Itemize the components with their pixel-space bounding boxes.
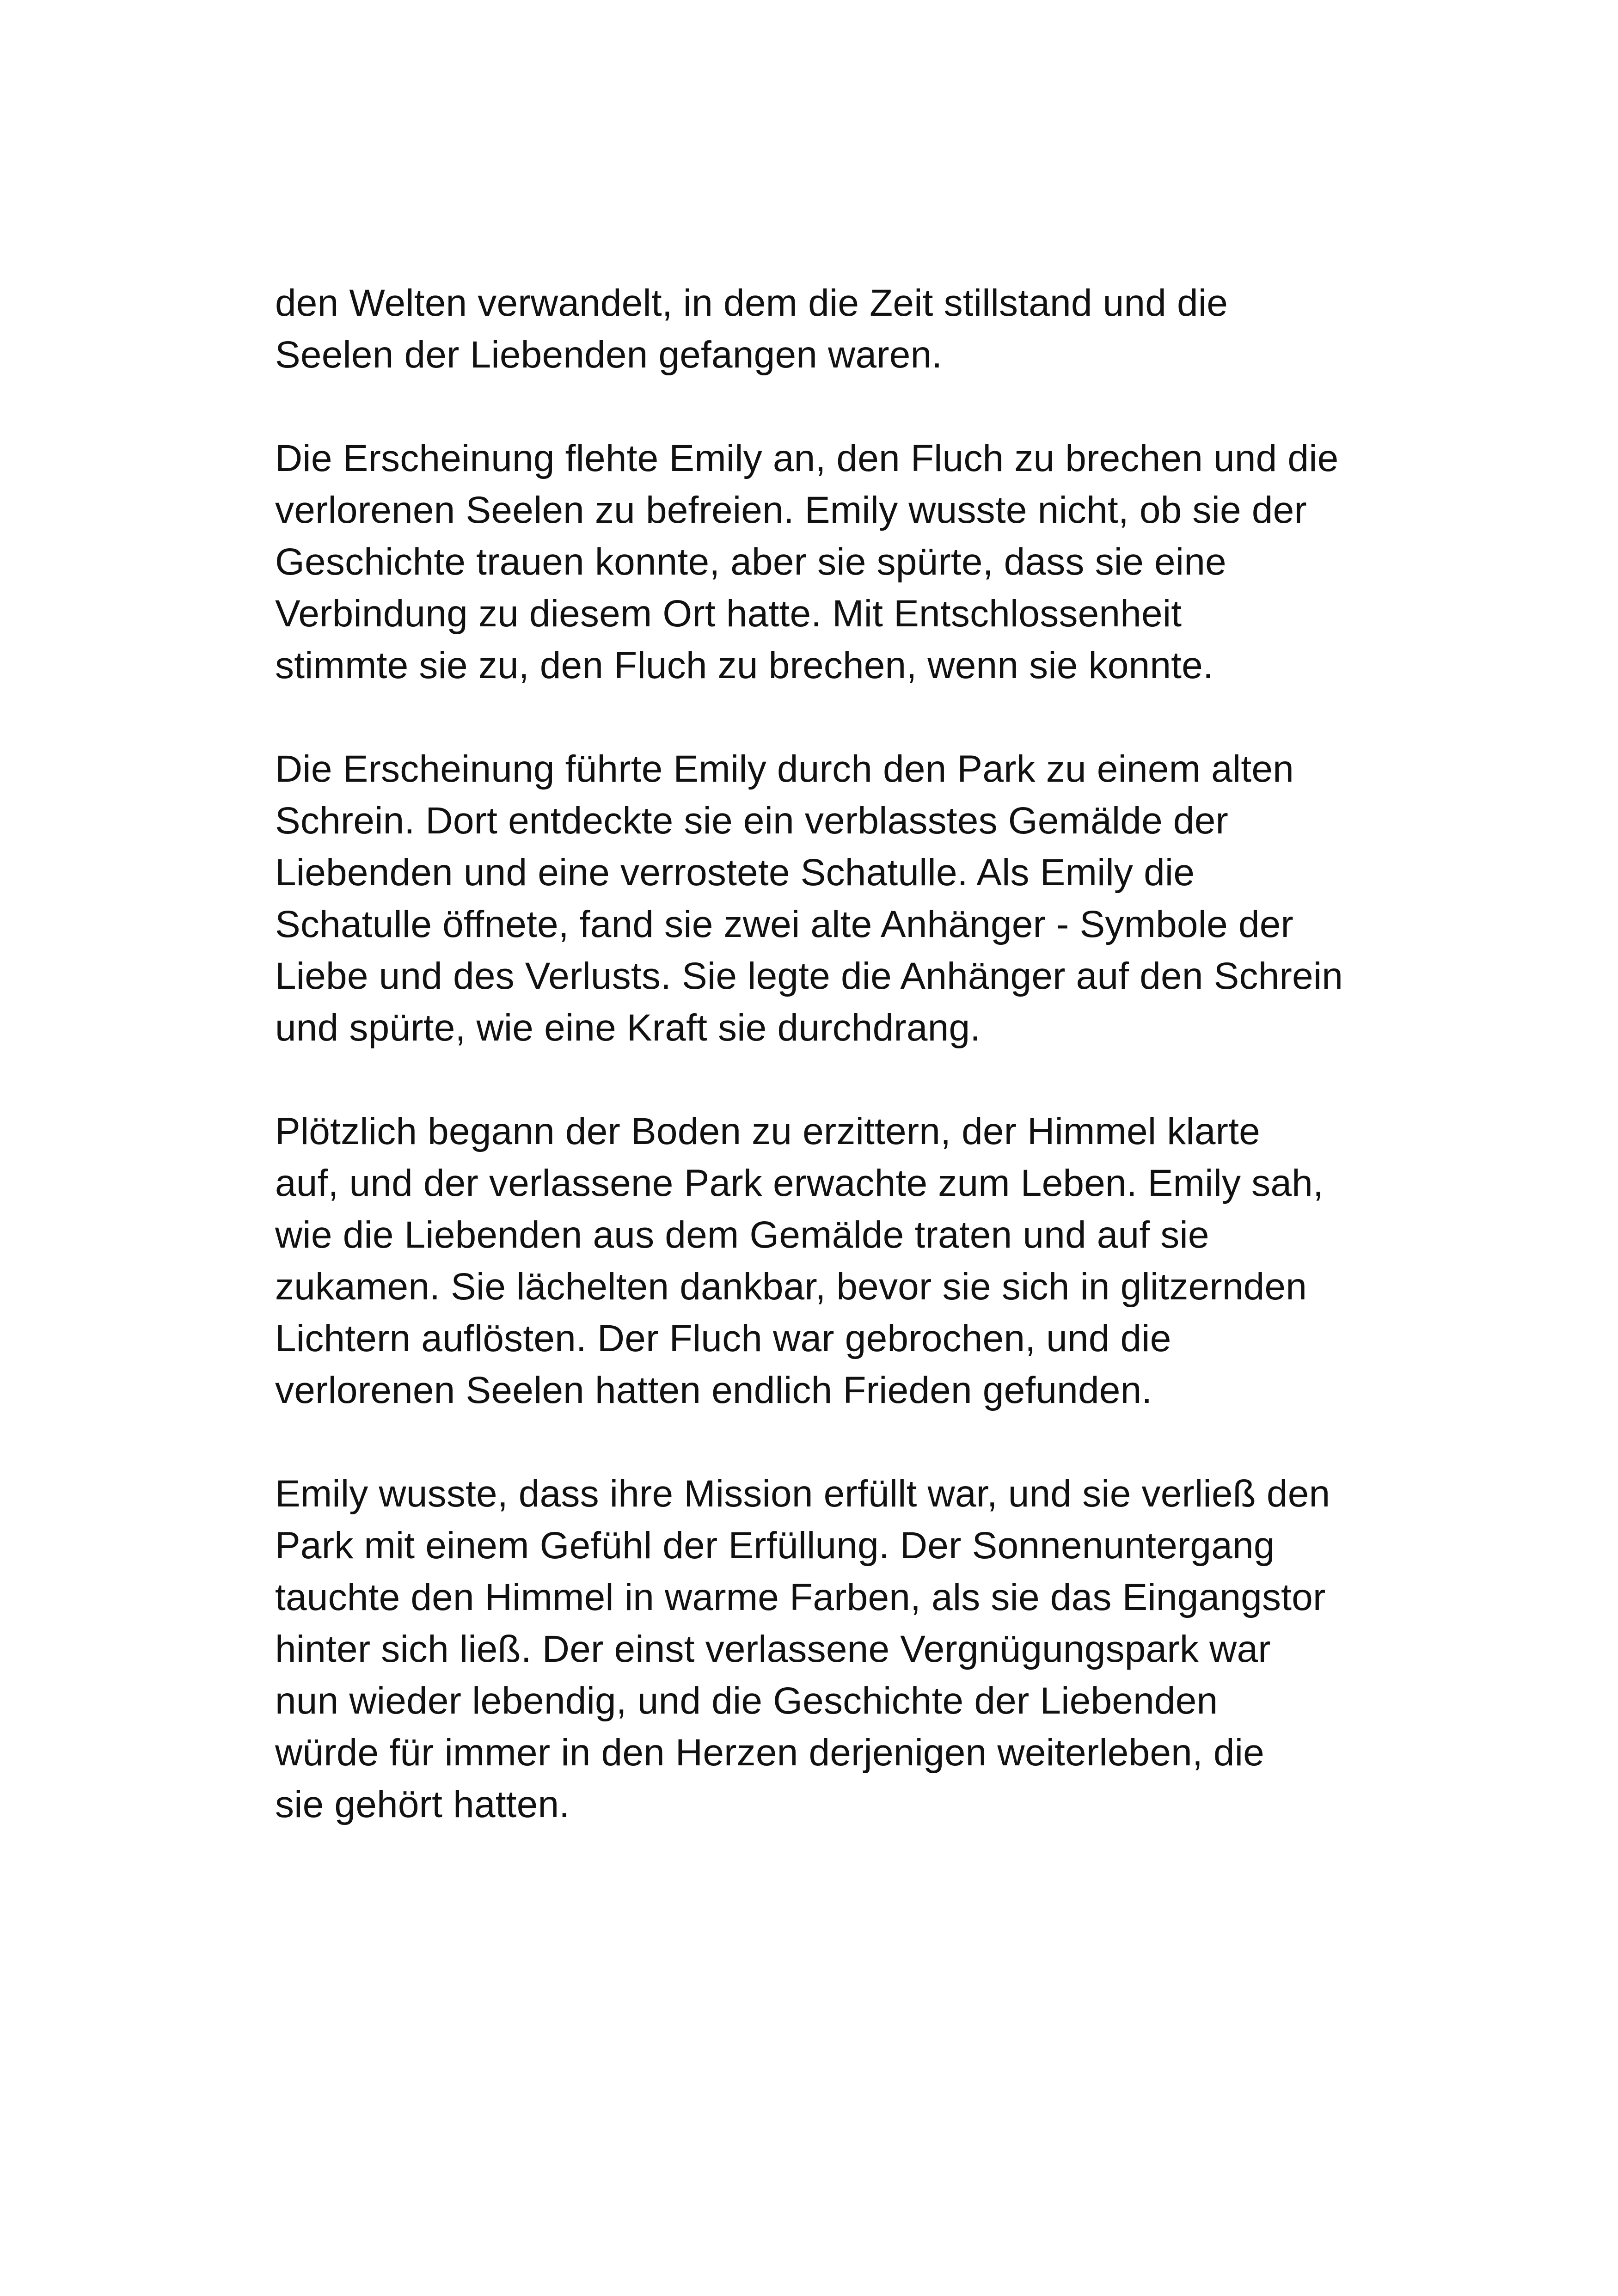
text-line: und spürte, wie eine Kraft sie durchdrang.	[275, 1007, 981, 1049]
paragraph	[275, 1468, 1385, 1831]
text-line: auf, und der verlassene Park erwachte zum Leben. Emily sah,	[275, 1162, 1324, 1204]
text-line: hinter sich ließ. Der einst verlassene Vergnügungspark war	[275, 1628, 1271, 1670]
text-line: wie die Liebenden aus dem Gemälde traten und auf sie	[275, 1214, 1209, 1256]
text-line: verlorenen Seelen zu befreien. Emily wusste nicht, ob sie der	[275, 489, 1307, 531]
text-line: Park mit einem Gefühl der Erfüllung. Der Sonnenuntergang	[275, 1525, 1275, 1567]
text-line: Plötzlich begann der Boden zu erzittern, der Himmel klarte	[275, 1110, 1260, 1152]
text-line: Liebenden und eine verrostete Schatulle. Als Emily die	[275, 851, 1195, 894]
text-line: Die Erscheinung führte Emily durch den Park zu einem alten	[275, 748, 1294, 790]
text-line: Seelen der Liebenden gefangen waren.	[275, 334, 943, 376]
text-line: den Welten verwandelt, in dem die Zeit stillstand und die	[275, 282, 1228, 324]
paragraph	[275, 1106, 1385, 1416]
text-line: Die Erscheinung flehte Emily an, den Fluch zu brechen und die	[275, 437, 1339, 479]
text-line: Lichtern auflösten. Der Fluch war gebrochen, und die	[275, 1317, 1171, 1359]
text-line: Emily wusste, dass ihre Mission erfüllt war, und sie verließ den	[275, 1473, 1330, 1515]
text-line: würde für immer in den Herzen derjenigen weiterleben, die	[275, 1732, 1264, 1774]
text-line: stimmte sie zu, den Fluch zu brechen, wenn sie konnte.	[275, 644, 1214, 686]
text-line: Verbindung zu diesem Ort hatte. Mit Entschlossenheit	[275, 593, 1182, 635]
text-line: Liebe und des Verlusts. Sie legte die Anhänger auf den Schrein	[275, 955, 1343, 997]
paragraph	[275, 743, 1385, 1054]
story-text	[275, 277, 1385, 1882]
paragraph	[275, 433, 1385, 692]
text-line: zukamen. Sie lächelten dankbar, bevor sie sich in glitzernden	[275, 1266, 1307, 1308]
text-line: Schrein. Dort entdeckte sie ein verblasstes Gemälde der	[275, 800, 1229, 842]
text-line: sie gehört hatten.	[275, 1783, 570, 1825]
text-line: verlorenen Seelen hatten endlich Frieden gefunden.	[275, 1369, 1152, 1411]
text-line: Schatulle öffnete, fand sie zwei alte Anhänger - Symbole der	[275, 903, 1294, 945]
text-line: nun wieder lebendig, und die Geschichte der Liebenden	[275, 1680, 1218, 1722]
text-line: Geschichte trauen konnte, aber sie spürte, dass sie eine	[275, 541, 1226, 583]
text-line: tauchte den Himmel in warme Farben, als sie das Eingangstor	[275, 1576, 1326, 1618]
paragraph	[275, 277, 1385, 381]
